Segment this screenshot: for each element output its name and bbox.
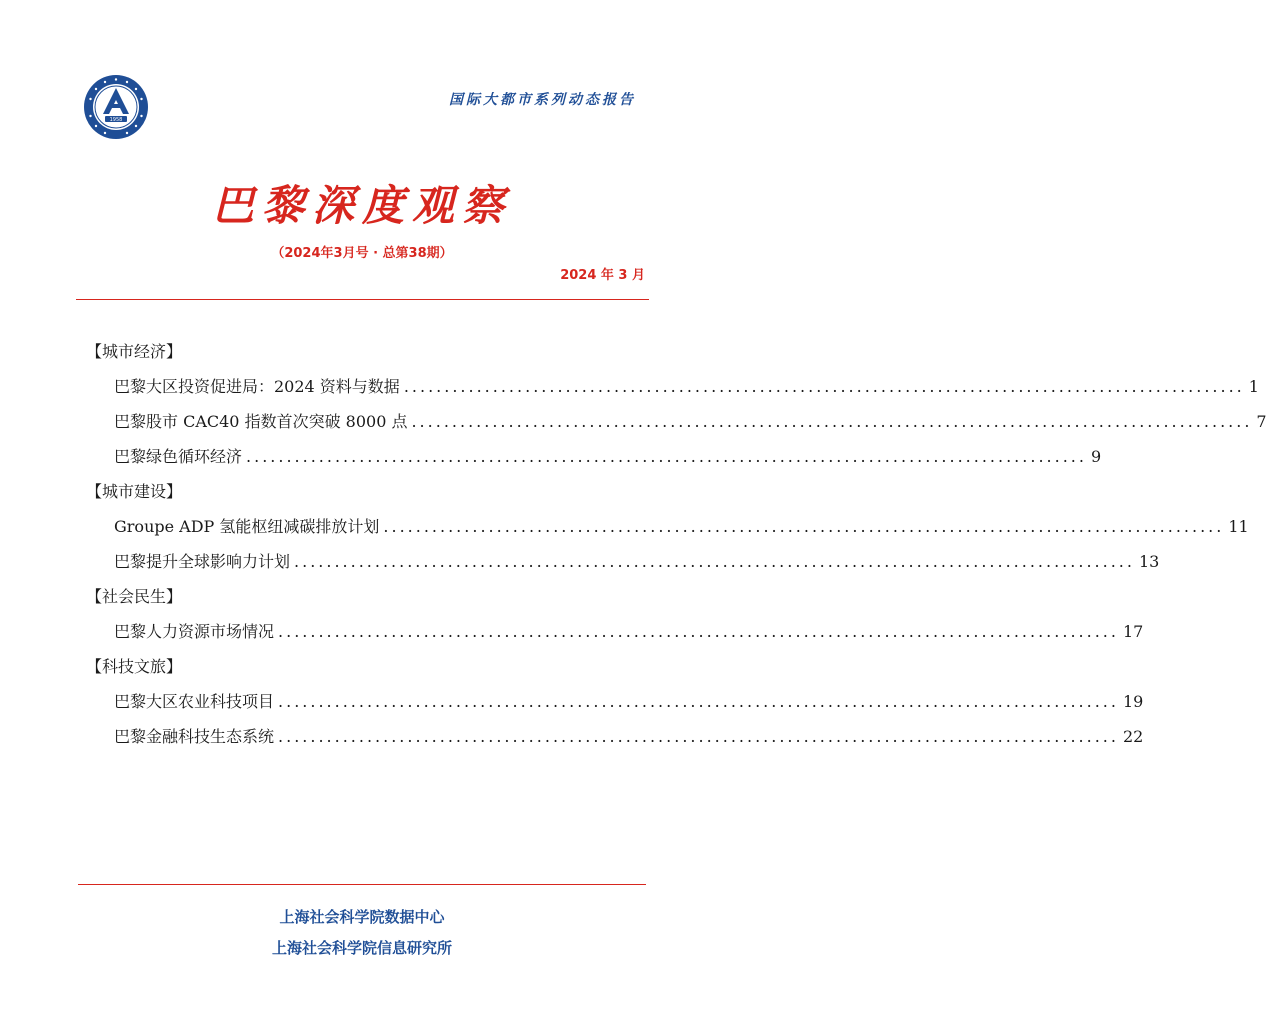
toc-entry[interactable] <box>86 684 1144 719</box>
toc-leader-dots: ........................................................................................................ <box>278 692 1119 711</box>
toc-entry-title: 巴黎人力资源市场情况 <box>114 622 275 641</box>
publisher-name: 上海社会科学院信息研究所 <box>271 939 452 957</box>
toc-entry[interactable] <box>86 369 1259 404</box>
toc-entry-page: 11 <box>1228 517 1249 536</box>
toc-entry-title: 巴黎提升全球影响力计划 <box>114 552 291 571</box>
issue-number: （2024年3月号 · 总第38期） <box>271 246 453 261</box>
institute-seal-icon <box>83 74 149 140</box>
toc-entry-page: 19 <box>1122 692 1144 711</box>
toc-section-heading: 【科技文旅】 <box>86 657 183 676</box>
toc-entry-title: 巴黎绿色循环经济 <box>114 447 243 466</box>
toc-entry[interactable] <box>86 509 1249 544</box>
toc-entry[interactable] <box>86 439 1102 474</box>
toc-section-heading: 【社会民生】 <box>86 587 183 606</box>
report-title: 巴黎深度观察 <box>211 181 512 230</box>
logo-year: 1958 <box>109 117 123 123</box>
publisher-name: 上海社会科学院数据中心 <box>279 908 445 926</box>
toc-entry-title: 巴黎大区投资促进局：2024 资料与数据 <box>114 377 400 396</box>
table-of-contents <box>86 334 1267 754</box>
toc-entry-page: 1 <box>1248 377 1259 396</box>
series-title: 国际大都市系列动态报告 <box>449 92 636 108</box>
top-divider <box>76 299 649 300</box>
toc-entry-page: 22 <box>1122 727 1144 746</box>
toc-entry[interactable] <box>86 544 1160 579</box>
toc-section-heading: 【城市经济】 <box>86 342 183 361</box>
toc-leader-dots: ........................................................................................................ <box>383 517 1225 536</box>
publication-date: 2024 年 3 月 <box>560 268 645 283</box>
toc-entry-title: Groupe ADP 氢能枢纽减碳排放计划 <box>114 517 380 536</box>
toc-entry-title: 巴黎金融科技生态系统 <box>114 727 275 746</box>
toc-entry-title: 巴黎大区农业科技项目 <box>114 692 275 711</box>
toc-entry-page: 9 <box>1090 447 1102 466</box>
toc-entry-title: 巴黎股市 CAC40 指数首次突破 8000 点 <box>114 412 408 431</box>
toc-entry-page: 7 <box>1256 412 1267 431</box>
toc-entry[interactable] <box>86 719 1144 754</box>
toc-entry[interactable] <box>86 404 1267 439</box>
toc-leader-dots: ........................................................................................................ <box>246 447 1087 466</box>
toc-leader-dots: ........................................................................................................ <box>278 622 1119 641</box>
toc-section-heading: 【城市建设】 <box>86 482 183 501</box>
toc-leader-dots: ........................................................................................................ <box>294 552 1135 571</box>
toc-leader-dots: ........................................................................................................ <box>411 412 1253 431</box>
toc-leader-dots: ........................................................................................................ <box>278 727 1119 746</box>
toc-entry-page: 17 <box>1122 622 1144 641</box>
toc-entry-page: 13 <box>1138 552 1160 571</box>
toc-entry[interactable] <box>86 614 1144 649</box>
bottom-divider <box>78 884 646 885</box>
toc-leader-dots: ........................................................................................................ <box>403 377 1245 396</box>
